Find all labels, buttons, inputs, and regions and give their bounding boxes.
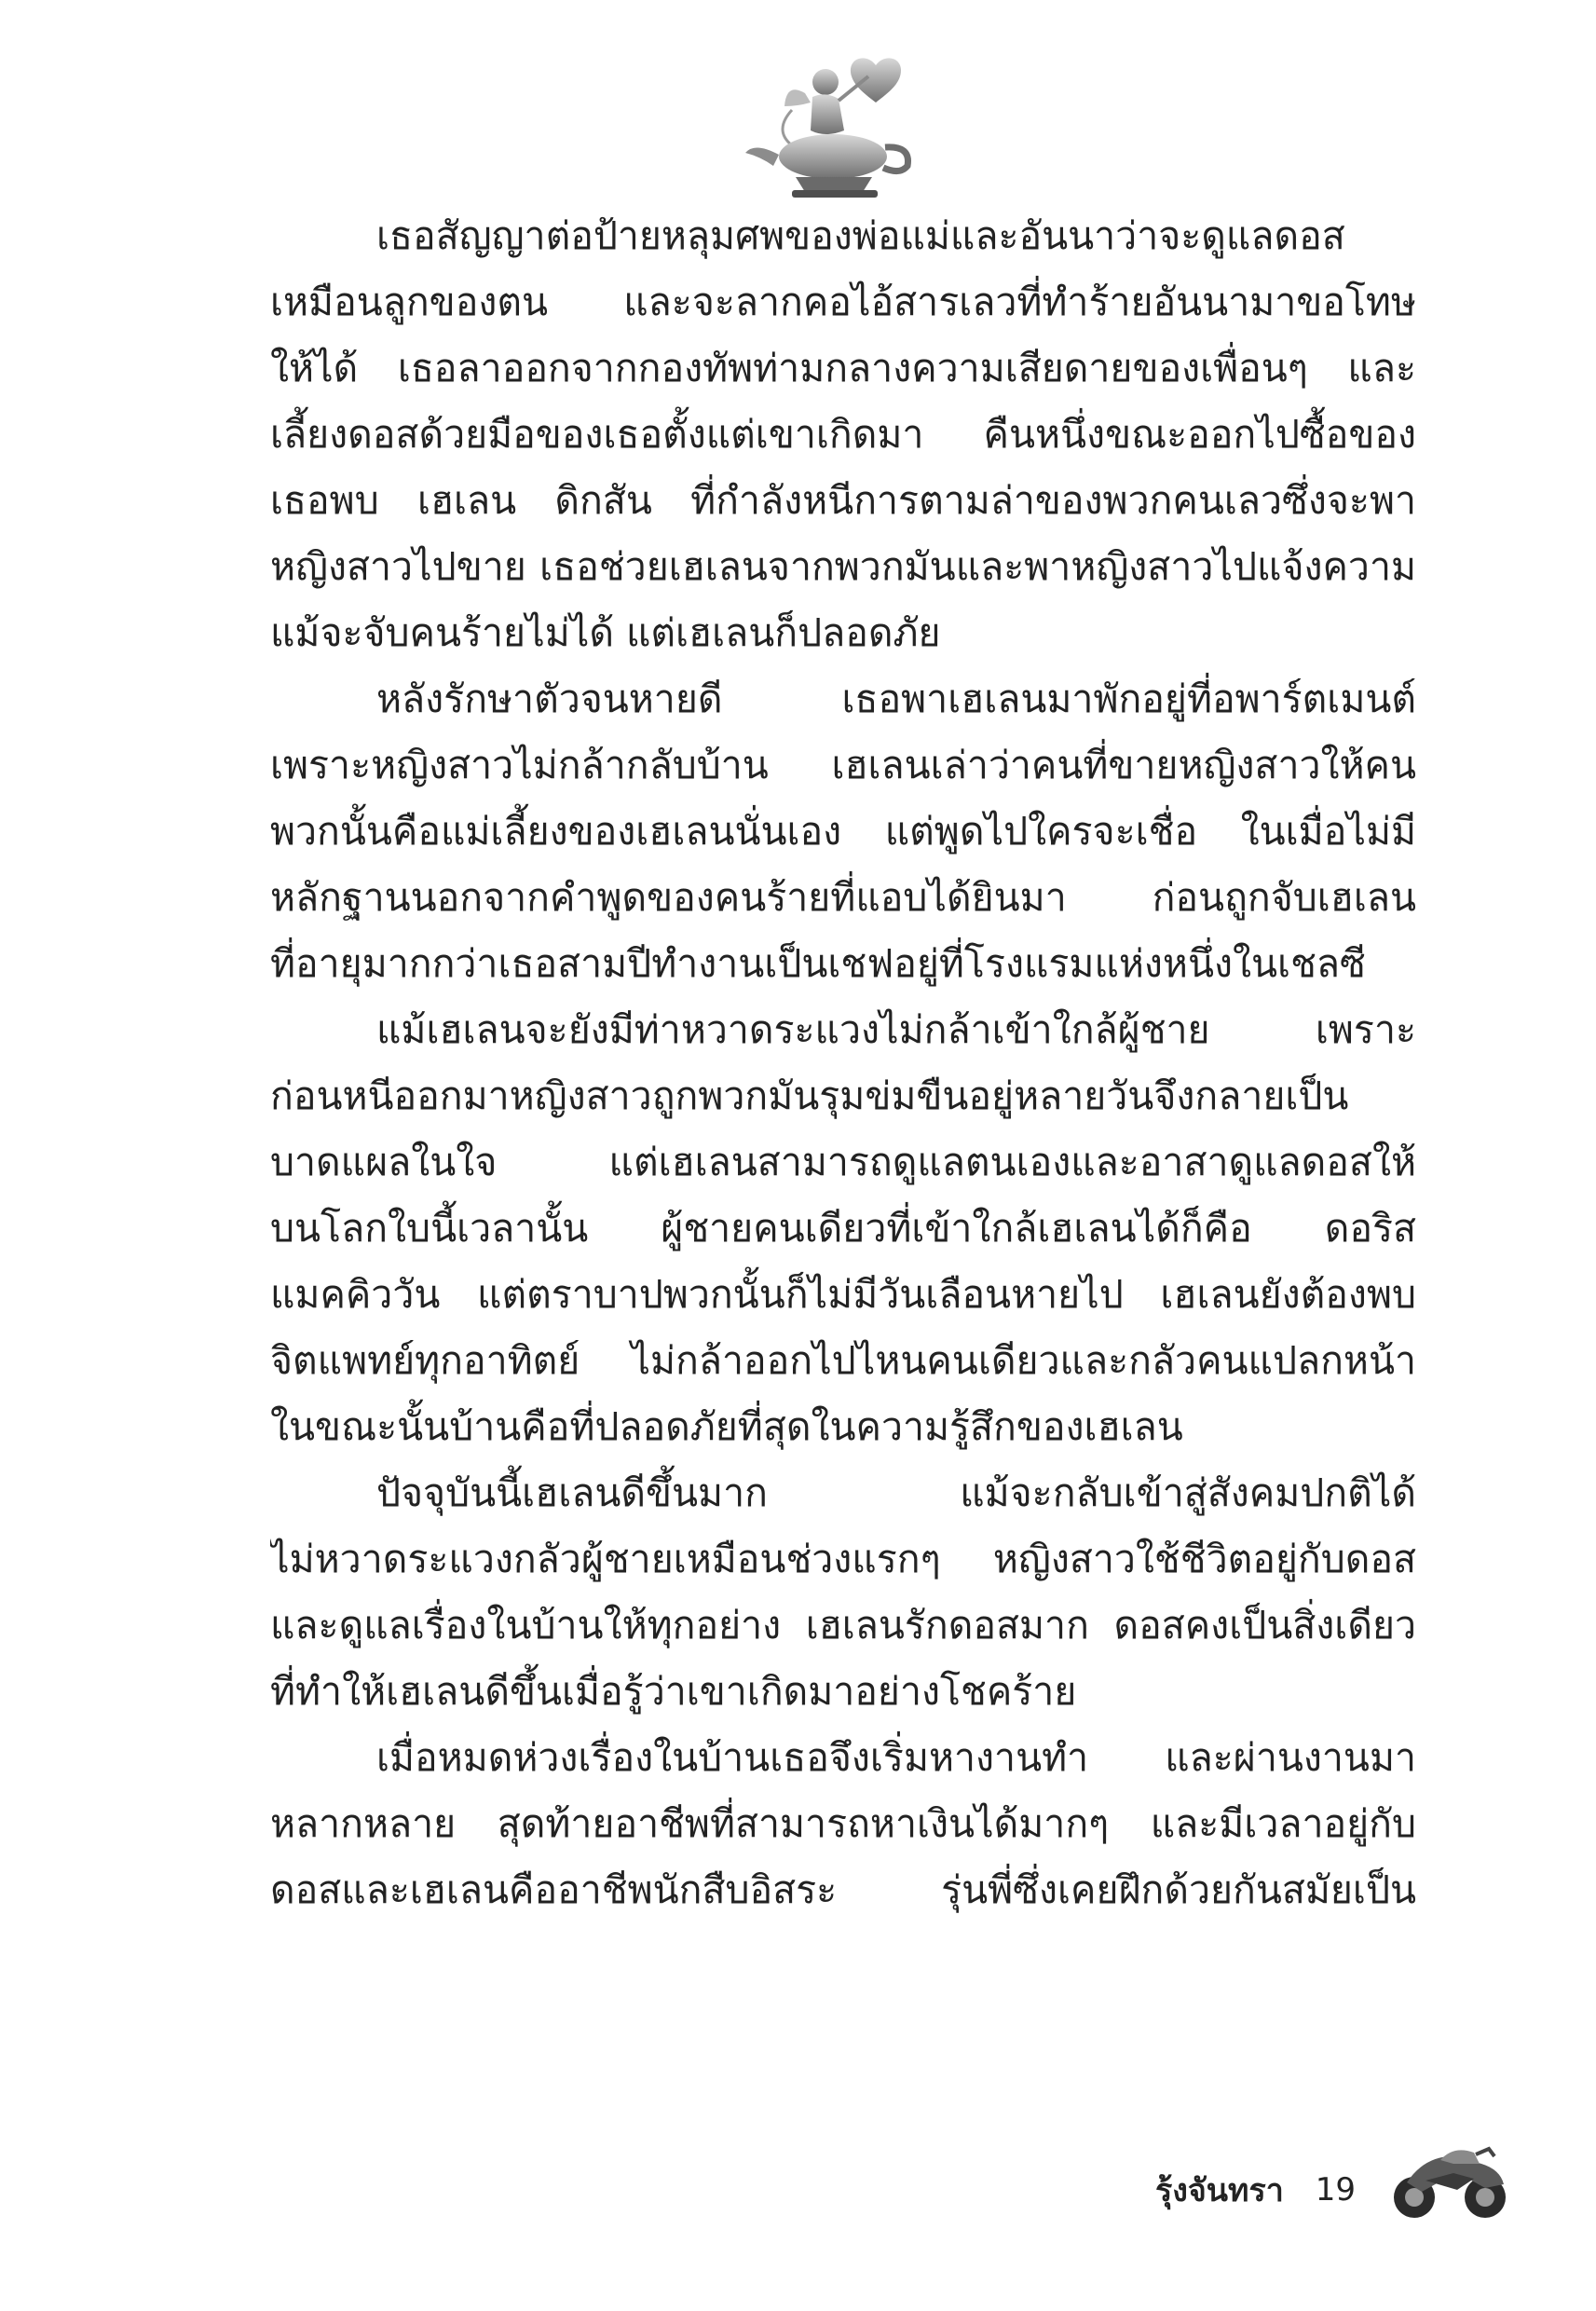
text-line: เธอสัญญาต่อป้ายหลุมศพของพ่อแม่และอันนาว่าจะดูแลดอส — [376, 213, 1345, 258]
text-line: ก่อนหนีออกมาหญิงสาวถูกพวกมันรุมข่มขืนอยู่หลายวันจึงกลายเป็น — [270, 1073, 1349, 1118]
text-line: เลี้ยงดอสด้วยมือของเธอตั้งแต่เขาเกิดมา คืนหนึ่งขณะออกไปซื้อของ — [270, 412, 1416, 457]
text-line: บาดแผลในใจ แต่เฮเลนสามารถดูแลตนเองและอาสาดูแลดอสให้ — [270, 1140, 1416, 1184]
text-line: บนโลกใบนี้เวลานั้น ผู้ชายคนเดียวที่เข้าใกล้เฮเลนได้ก็คือ ดอริส — [270, 1206, 1416, 1251]
text-line: พวกนั้นคือแม่เลี้ยงของเฮเลนนั่นเอง แต่พูดไปใครจะเชื่อ ในเมื่อไม่มี — [270, 809, 1416, 854]
paragraph-2 — [270, 666, 1416, 997]
text-line: ปัจจุบันนี้เฮเลนดีขึ้นมาก แม้จะกลับเข้าสู่สังคมปกติได้ — [376, 1470, 1416, 1515]
text-line: เพราะหญิงสาวไม่กล้ากลับบ้าน เฮเลนเล่าว่าคนที่ขายหญิงสาวให้คน — [270, 743, 1416, 787]
text-line: หลากหลาย สุดท้ายอาชีพที่สามารถหาเงินได้มากๆ และมีเวลาอยู่กับ — [270, 1801, 1416, 1846]
paragraph-3 — [270, 997, 1416, 1460]
page-number: 19 — [1315, 2171, 1357, 2208]
text-line: แม้จะจับคนร้ายไม่ได้ แต่เฮเลนก็ปลอดภัย — [270, 610, 941, 655]
cupid-teapot-ornament-icon — [736, 45, 922, 212]
paragraph-5 — [270, 1725, 1416, 1923]
text-line: ในขณะนั้นบ้านคือที่ปลอดภัยที่สุดในความรู้สึกของเฮเลน — [270, 1404, 1183, 1449]
text-line: เธอพบ เฮเลน ดิกสัน ที่กำลังหนีการตามล่าของพวกคนเลวซึ่งจะพา — [270, 478, 1416, 523]
text-line: ดอสและเฮเลนคืออาชีพนักสืบอิสระ รุ่นพี่ซึ่งเคยฝึกด้วยกันสมัยเป็น — [270, 1867, 1416, 1912]
text-line: และดูแลเรื่องในบ้านให้ทุกอย่าง เฮเลนรักดอสมาก ดอสคงเป็นสิ่งเดียว — [270, 1603, 1416, 1648]
body-text — [270, 203, 1416, 1923]
book-title: รุ้งจันทรา — [1155, 2172, 1284, 2209]
motorcycle-icon — [1388, 2136, 1511, 2225]
paragraph-1 — [270, 203, 1416, 666]
text-line: หลักฐานนอกจากคำพูดของคนร้ายที่แอบได้ยินมา ก่อนถูกจับเฮเลน — [270, 875, 1416, 920]
text-line: หญิงสาวไปขาย เธอช่วยเฮเลนจากพวกมันและพาหญิงสาวไปแจ้งความ — [270, 544, 1416, 589]
page-footer — [1155, 2162, 1356, 2218]
text-line: ที่ทำให้เฮเลนดีขึ้นเมื่อรู้ว่าเขาเกิดมาอย่างโชคร้าย — [270, 1669, 1077, 1714]
text-line: แมคคิววัน แต่ตราบาปพวกนั้นก็ไม่มีวันเลือนหายไป เฮเลนยังต้องพบ — [270, 1272, 1416, 1317]
text-line: เมื่อหมดห่วงเรื่องในบ้านเธอจึงเริ่มหางานทำ และผ่านงานมา — [376, 1735, 1416, 1780]
text-line: ให้ได้ เธอลาออกจากกองทัพท่ามกลางความเสียดายของเพื่อนๆ และ — [270, 346, 1416, 390]
text-line: เหมือนลูกของตน และจะลากคอไอ้สารเลวที่ทำร้ายอันนามาขอโทษ — [270, 280, 1416, 324]
paragraph-4 — [270, 1460, 1416, 1725]
text-line: แม้เฮเลนจะยังมีท่าหวาดระแวงไม่กล้าเข้าใกล้ผู้ชาย เพราะ — [376, 1007, 1416, 1052]
text-line: ที่อายุมากกว่าเธอสามปีทำงานเป็นเชฟอยู่ที่โรงแรมแห่งหนึ่งในเชลซี — [270, 941, 1366, 986]
text-line: จิตแพทย์ทุกอาทิตย์ ไม่กล้าออกไปไหนคนเดียวและกลัวคนแปลกหน้า — [270, 1338, 1416, 1383]
text-line: หลังรักษาตัวจนหายดี เธอพาเฮเลนมาพักอยู่ที่อพาร์ตเมนต์ — [376, 677, 1416, 721]
text-line: ไม่หวาดระแวงกลัวผู้ชายเหมือนช่วงแรกๆ หญิงสาวใช้ชีวิตอยู่กับดอส — [270, 1537, 1416, 1581]
